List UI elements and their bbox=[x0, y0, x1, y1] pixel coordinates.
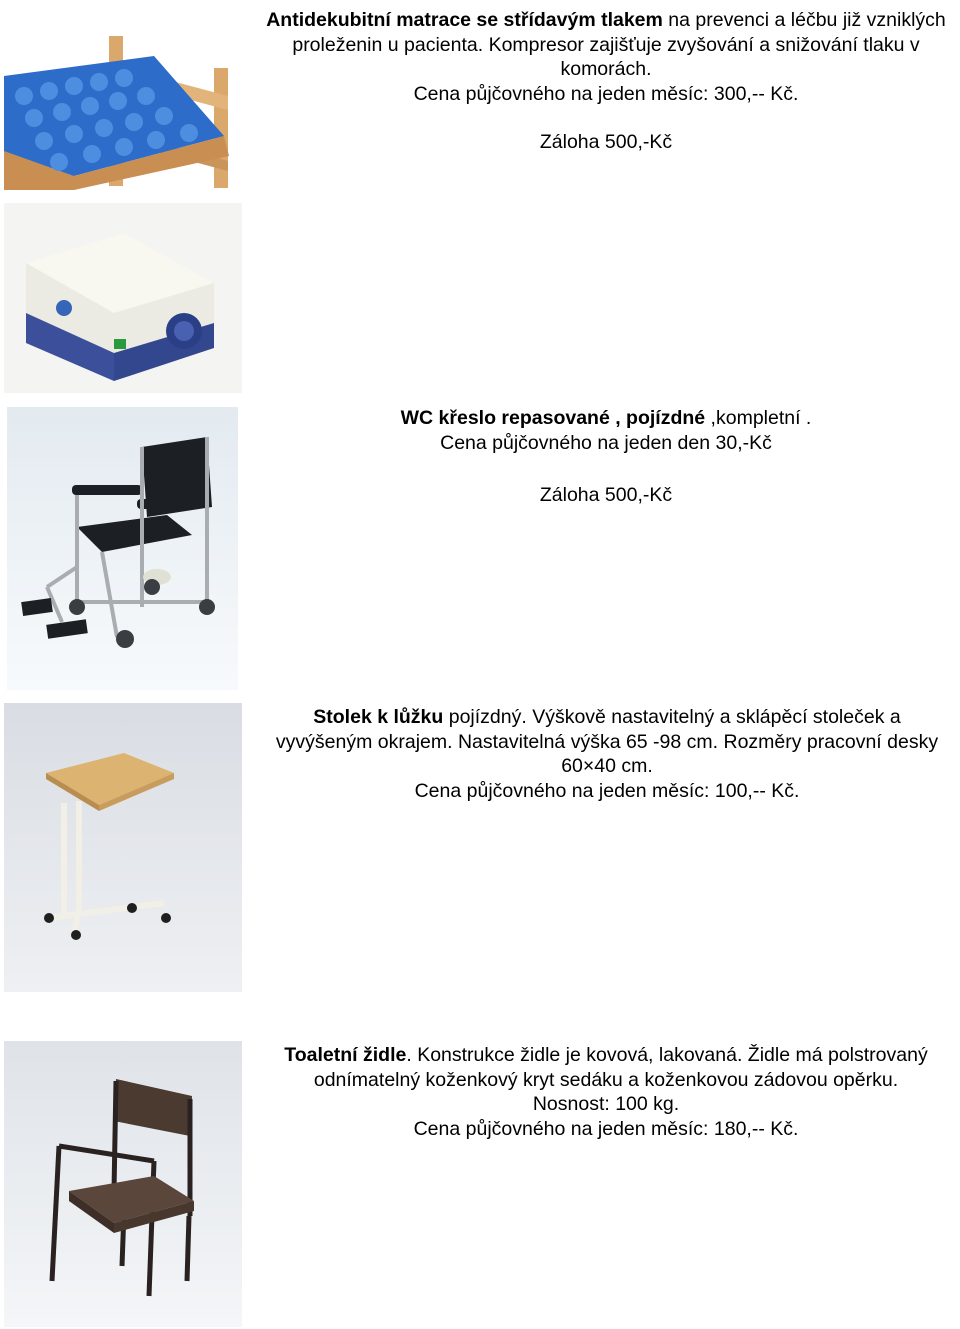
wc-chair-title: WC křeslo repasované , pojízdné bbox=[400, 407, 706, 429]
bed-table-photo bbox=[4, 703, 242, 992]
mattress-photo bbox=[4, 6, 242, 190]
toilet-chair-capacity: Nosnost: 100 kg. bbox=[532, 1093, 680, 1115]
toilet-chair-description bbox=[250, 1043, 960, 1141]
toilet-chair-text: . Konstrukce židle je kovová, lakovaná. Židle má polstrovaný odnímatelný koženkový kryt sedáku a koženkovou zádovou opěrku. bbox=[313, 1044, 928, 1091]
wc-chair-text: ,kompletní . bbox=[705, 407, 812, 429]
toilet-chair-price: Cena půjčovného na jeden měsíc: 180,-- Kč. bbox=[413, 1117, 799, 1140]
toilet-chair-title: Toaletní židle bbox=[284, 1044, 407, 1066]
bed-table-description bbox=[270, 705, 944, 803]
bed-table-text: pojízdný. Výškově nastavitelný a sklápěcí stoleček a vyvýšeným okrajem. Nastavitelná výška 65 -98 cm. Rozměry pracovní desky 60×40 cm. bbox=[275, 706, 939, 777]
mattress-text: na prevenci a léčbu již vzniklých proleženin u pacienta. Kompresor zajišťuje zvyšování a snižování tlaku v komorách. bbox=[292, 9, 946, 80]
wc-chair-description bbox=[250, 406, 960, 508]
wc-chair-deposit: Záloha 500,-Kč bbox=[539, 484, 673, 506]
bed-table-price: Cena půjčovného na jeden měsíc: 100,-- Kč. bbox=[414, 779, 800, 802]
mattress-description bbox=[250, 8, 960, 155]
mattress-deposit: Záloha 500,-Kč bbox=[539, 131, 673, 153]
wc-chair-photo bbox=[7, 407, 238, 690]
mattress-title: Antidekubitní matrace se střídavým tlakem bbox=[266, 9, 663, 31]
wc-chair-price: Cena půjčovného na jeden den 30,-Kč bbox=[440, 431, 772, 454]
toilet-chair-photo bbox=[4, 1041, 242, 1327]
compressor-photo bbox=[4, 203, 242, 393]
bed-table-title: Stolek k lůžku bbox=[313, 706, 444, 728]
mattress-price: Cena půjčovného na jeden měsíc: 300,-- Kč. bbox=[413, 82, 799, 105]
